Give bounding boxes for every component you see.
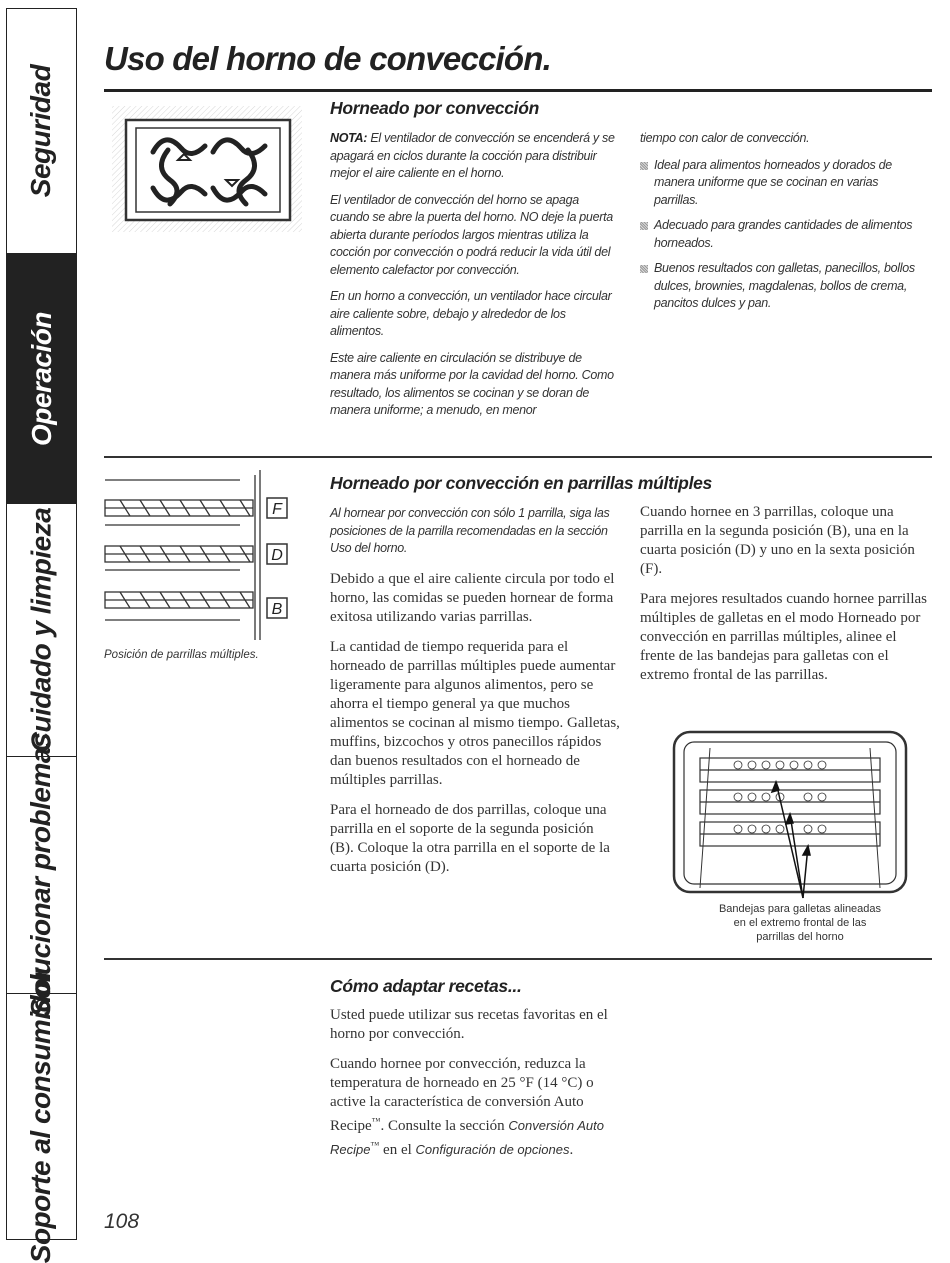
section-heading: Cómo adaptar recetas...: [330, 976, 522, 996]
paragraph: [330, 1055, 620, 1160]
cross-reference: Configuración de opciones: [415, 1142, 570, 1157]
section-divider: [104, 456, 932, 458]
section3-column: [330, 1006, 620, 1171]
cross-reference: Conversión Auto Recipe: [330, 1118, 605, 1157]
paragraph: Debido a que el aire caliente circula por todo el horno, las comidas se pueden hornear de forma exitosa utilizando varias parrillas.: [330, 570, 615, 625]
section1-right-column: [640, 130, 920, 321]
list-item: Buenos resultados con galletas, panecillos, bollos dulces, brownies, magdalenas, bollos de crema, pancitos dulces y pan.: [640, 260, 920, 313]
tab-label: Operación: [25, 311, 57, 446]
note-label: NOTA:: [330, 131, 368, 145]
section-heading: Horneado por convección: [330, 98, 539, 118]
rack-label-b: B: [271, 601, 283, 618]
text-run: Cuando hornee por convección, reduzca la temperatura de horneado en 25 °F (14 °C) o active la característica de conversión Auto Recipe: [330, 1056, 594, 1134]
tab-cuidado-limpieza[interactable]: [7, 504, 76, 757]
title-rule: [104, 89, 932, 92]
intro-paragraph: Al hornear por convección con sólo 1 parrilla, siga las posiciones de la parrilla recomendadas en la sección Uso del horno.: [330, 506, 610, 555]
caption-line: en el extremo frontal de las: [733, 917, 867, 929]
page-title: Uso del horno de convección.: [104, 40, 552, 77]
text-run: en el: [379, 1142, 416, 1158]
note-paragraph: [330, 130, 620, 183]
rack-label-d: D: [271, 547, 283, 564]
tab-label: Soporte al consumidor: [25, 968, 57, 1263]
tab-label: Cuidado y limpieza: [25, 507, 57, 753]
benefit-list: [640, 157, 920, 313]
paragraph: Usted puede utilizar sus recetas favoritas en el horno por convección.: [330, 1007, 608, 1042]
caption-line: Bandejas para galletas alineadas: [718, 903, 882, 915]
paragraph: Este aire caliente en circulación se distribuye de manera más uniforme por la cavidad del horno. Como resultado, los alimentos se cocinan y se doran de manera uniforme; a menudo, en menor: [330, 350, 614, 417]
tab-label: Solucionar problemas: [25, 732, 57, 1018]
tab-seguridad[interactable]: [7, 9, 76, 254]
section-tab-strip: [6, 8, 77, 1263]
trademark-symbol: ™: [371, 1116, 381, 1126]
trademark-symbol: ™: [370, 1140, 380, 1150]
text-run: . Consulte la sección: [380, 1118, 509, 1134]
caption-line: parrillas del horno: [756, 931, 844, 943]
oven-caption: [690, 902, 910, 944]
section1-left-column: [330, 130, 620, 429]
paragraph: La cantidad de tiempo requerida para el horneado de parrillas múltiples puede aumentar ligeramente para algunos alimentos, pero se ahorra el tiempo general ya que muchos alimentos se cocinan al mismo tiempo. Galletas, muffins, bizcochos y otros panecillos rápidos dan buenos resultados con el horneado de múltiples parrillas.: [330, 638, 620, 788]
figure-caption: Posición de parrillas múltiples.: [104, 649, 259, 661]
list-item: Adecuado para grandes cantidades de alimentos horneados.: [640, 217, 920, 252]
text-run: .: [569, 1142, 574, 1158]
section2-right-column: [640, 503, 930, 696]
section-heading: Horneado por convección en parrillas múltiples: [330, 473, 712, 493]
convection-fan-illustration: [108, 100, 308, 240]
page-number: 108: [104, 1210, 140, 1233]
rack-positions-illustration: [100, 470, 290, 645]
section-divider: [104, 958, 932, 960]
tab-label: Seguridad: [25, 64, 57, 198]
paragraph: Para mejores resultados cuando hornee parrillas múltiples de galletas en el modo Horneado por convección en parrillas múltiples, alinee el frente de las bandejas para galletas con el extremo frontal de las parrillas.: [640, 591, 927, 683]
paragraph: El ventilador de convección del horno se apaga cuando se abre la puerta del horno. NO deje la puerta abierta durante períodos largos mientras utiliza la cocción por convección o podrá reducir la vida útil del elemento calefactor por convección.: [330, 192, 613, 277]
paragraph: Cuando hornee en 3 parrillas, coloque una parrilla en la segunda posición (B), una en la cuarta posición (D) y uno en la sexta posición (F).: [640, 504, 915, 577]
section2-left-column: [330, 505, 620, 888]
tab-operacion[interactable]: [7, 254, 76, 504]
tab-solucionar-problemas[interactable]: [7, 732, 76, 1018]
rack-label-f: F: [272, 501, 282, 518]
paragraph: tiempo con calor de convección.: [640, 131, 810, 145]
list-item: Ideal para alimentos horneados y dorados de manera uniforme que se cocinan en varias parrillas.: [640, 157, 920, 210]
paragraph: En un horno a convección, un ventilador hace circular aire caliente sobre, debajo y alrededor de los alimentos.: [330, 289, 612, 338]
paragraph: Para el horneado de dos parrillas, coloque una parrilla en el soporte de la segunda posición (B). Coloque la otra parrilla en el soporte de la cuarta posición (D).: [330, 801, 610, 875]
note-text: El ventilador de convección se encenderá y se apagará en ciclos durante la cocción para distribuir mejor el aire caliente en el horno.: [330, 131, 615, 180]
oven-cookie-sheets-illustration: [660, 718, 920, 900]
tab-soporte-consumidor[interactable]: [7, 968, 76, 1263]
